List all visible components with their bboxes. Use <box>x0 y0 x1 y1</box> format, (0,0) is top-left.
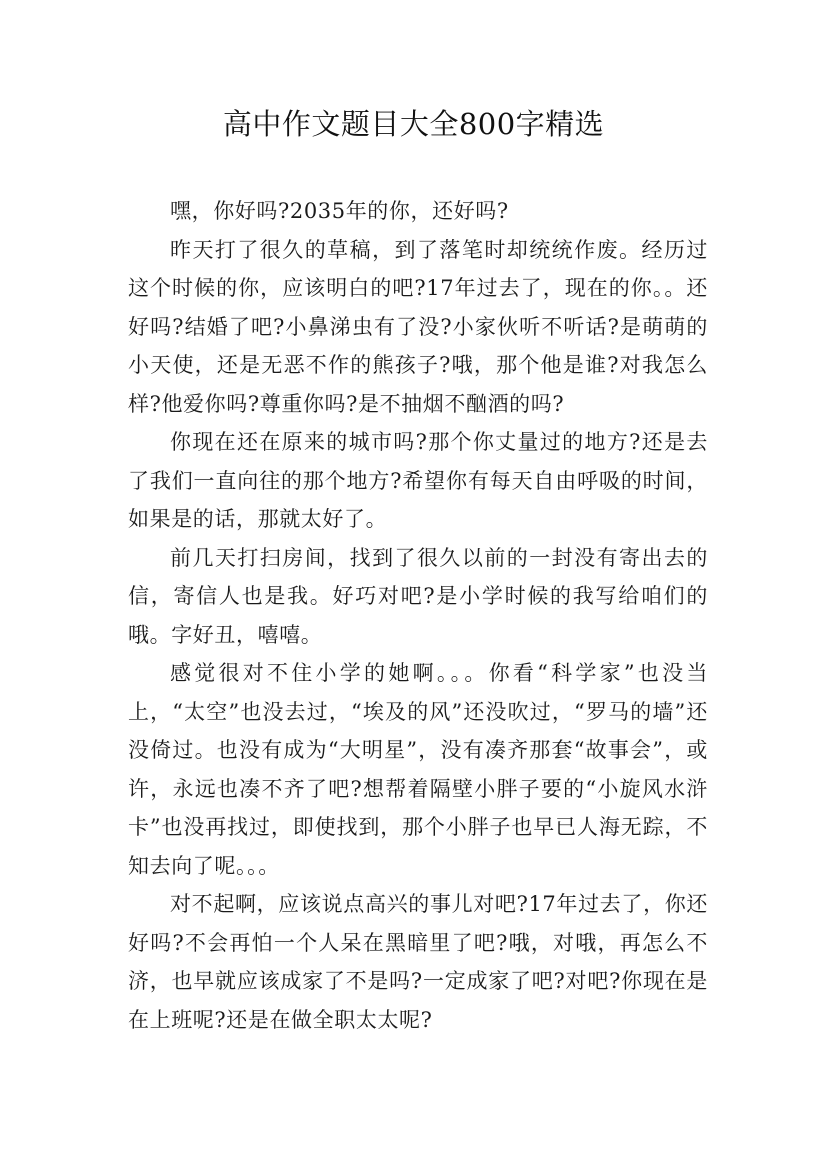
paragraph-draft: 昨天打了很久的草稿，到了落笔时却统统作废。经历过这个时候的你，应该明白的吧?17年过去了，现在的你。。还好吗?结婚了吧?小鼻涕虫有了没?小家伙听不听话?是萌萌的小天使，还是无恶不作的熊孩子?哦，那个他是谁?对我怎么样?他爱你吗?尊重你吗?是不抽烟不酗酒的吗? <box>128 237 708 416</box>
paragraph-letter: 前几天打扫房间，找到了很久以前的一封没有寄出去的信，寄信人也是我。好巧对吧?是小学时候的我写给咱们的哦。字好丑，嘻嘻。 <box>128 545 708 647</box>
document-title: 高中作文题目大全800字精选 <box>222 107 605 141</box>
paragraph-apology: 对不起啊，应该说点高兴的事儿对吧?17年过去了，你还好吗?不会再怕一个人呆在黑暗里了吧?哦，对哦，再怎么不济，也早就应该成家了不是吗?一定成家了吧?对吧?你现在是在上班呢?还是在做全职太太呢? <box>128 892 708 1032</box>
paragraph-greeting: 嘿，你好吗?2035年的你，还好吗? <box>170 199 509 223</box>
paragraph-regret: 感觉很对不住小学的她啊。。。你看“科学家”也没当上，“太空”也没去过，“埃及的风”还没吹过，“罗马的墙”还没倚过。也没有成为“大明星”，没有凑齐那套“故事会”，或许，永远也凑不齐了吧?想帮着隔壁小胖子要的“小旋风水浒卡”也没再找过，即使找到，那个小胖子也早已人海无踪，不知去向了呢。。。 <box>128 661 708 878</box>
paragraph-city: 你现在还在原来的城市吗?那个你丈量过的地方?还是去了我们一直向往的那个地方?希望你有每天自由呼吸的时间，如果是的话，那就太好了。 <box>128 430 708 531</box>
document-body <box>128 192 708 1039</box>
